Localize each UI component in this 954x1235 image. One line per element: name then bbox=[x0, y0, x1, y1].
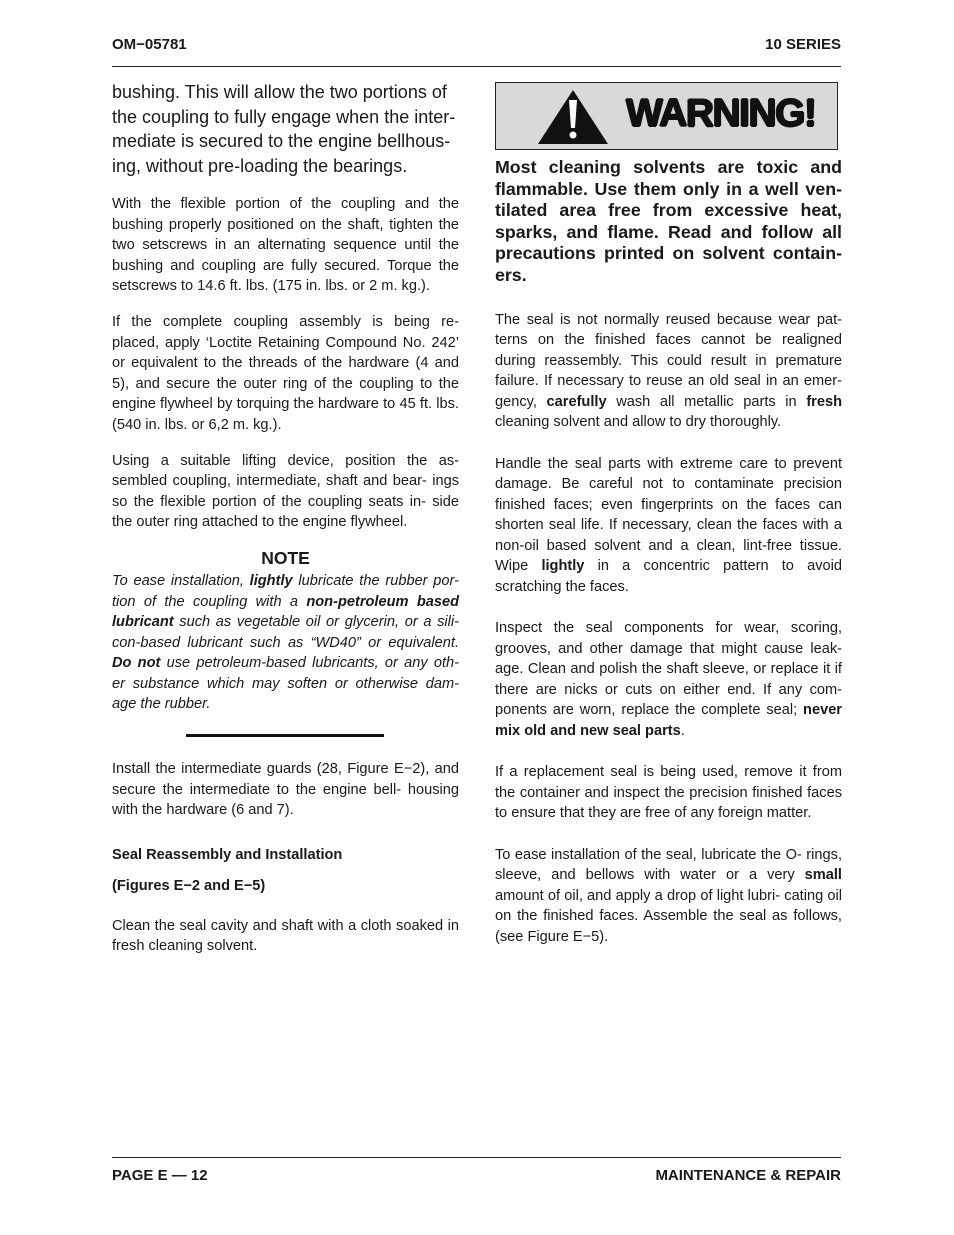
warning-banner bbox=[495, 82, 838, 150]
note-text: To ease installation, lightly lubricate the rubber por- tion of the coupling with a non-petroleum based lubricant such as vegetable oil or glycerin, or a sili- con-based lubricant such as “WD40” or equivalent. Do not use petroleum-based lubricants, or any oth- er substance which may soften or otherwise dam- age the rubber. bbox=[112, 572, 460, 713]
section-subheading: (Figures E−2 and E−5) bbox=[112, 877, 266, 894]
setscrew-paragraph: With the flexible portion of the coupling and the bushing properly positioned on the shaft, tighten the two setscrews in an alternating sequence until the bushing and coupling are fully secured. Torque the setscrews to 14.6 ft. lbs. (175 in. lbs. or 2 m. kg.). bbox=[112, 196, 459, 295]
clean-paragraph: Clean the seal cavity and shaft with a cloth soaked in fresh cleaning solvent. bbox=[112, 917, 459, 955]
page-number: PAGE E — 12 bbox=[112, 1167, 208, 1184]
seal-reuse-paragraph: The seal is not normally reused because wear pat- terns on the finished faces cannot be realigned during reassembly. This could result in premature failure. If necessary to reuse an old seal in an emer- gency, carefully wash all metallic parts in fresh cleaning solvent and allow to dry thoroughly. bbox=[495, 311, 842, 431]
note-title: NOTE bbox=[261, 547, 310, 568]
section-name: MAINTENANCE & REPAIR bbox=[655, 1167, 841, 1184]
right-column bbox=[495, 82, 842, 968]
footer-rule bbox=[112, 1157, 841, 1158]
replacement-seal-paragraph: If a replacement seal is being used, remove it from the container and inspect the precision finished faces to ensure that they are free of any foreign matter. bbox=[495, 764, 842, 822]
guards-paragraph: Install the intermediate guards (28, Figure E−2), and secure the intermediate to the engine bell- housing with the hardware (6 and 7). bbox=[112, 761, 459, 819]
warning-text: Most cleaning solvents are toxic and flammable. Use them only in a well ven- tilated area free from excessive heat, sparks, and flame. Read and follow all precautions printed on solvent contain- ers. bbox=[495, 157, 842, 285]
handle-seal-paragraph: Handle the seal parts with extreme care to prevent damage. Be careful not to contaminate precision finished faces; even fingerprints on the faces can shorten seal life. If necessary, clean the faces with a non-oil based solvent and a clean, lint-free tissue. Wipe lightly in a concentric pattern to avoid scratching the faces. bbox=[495, 455, 842, 595]
left-column bbox=[112, 80, 459, 972]
coupling-paragraph: If the complete coupling assembly is being re- placed, apply ‘Loctite Retaining Compound No. 242’ or equivalent to the threads of the hardware (4 and 5), and secure the outer ring of the coupling to the engine flywheel by torquing the hardware to 45 ft. lbs. (540 in. lbs. or 6,2 m. kg.). bbox=[112, 313, 459, 433]
lead-paragraph: bushing. This will allow the two portions of the coupling to fully engage when the inter- mediate is secured to the engine bellhous- ing, without pre-loading the bearings. bbox=[112, 82, 456, 176]
series-label: 10 SERIES bbox=[765, 36, 841, 53]
inspect-paragraph: Inspect the seal components for wear, scoring, grooves, and other damage that might cause leak- age. Clean and polish the shaft sleeve, or replace it if there are nicks or cuts on either end. If any com- ponents are worn, replace the complete seal; never mix old and new seal parts. bbox=[495, 620, 842, 739]
warning-triangle-icon bbox=[536, 88, 610, 146]
warning-label: WARNING! bbox=[626, 92, 816, 135]
header-rule bbox=[112, 66, 841, 67]
document-number: OM−05781 bbox=[112, 36, 187, 53]
lubricate-paragraph: To ease installation of the seal, lubricate the O- rings, sleeve, and bellows with water or a very small amount of oil, and apply a drop of light lubri- cating oil on the finished faces. Assemble the seal as follows, (see Figure E−5). bbox=[495, 846, 842, 945]
note-divider bbox=[186, 734, 384, 737]
section-heading: Seal Reassembly and Installation bbox=[112, 846, 343, 863]
lifting-paragraph: Using a suitable lifting device, position the as- sembled coupling, intermediate, shaft and bear- ings so the flexible portion of the coupling seats in- side the outer ring attached to the engine flywheel. bbox=[112, 452, 459, 531]
